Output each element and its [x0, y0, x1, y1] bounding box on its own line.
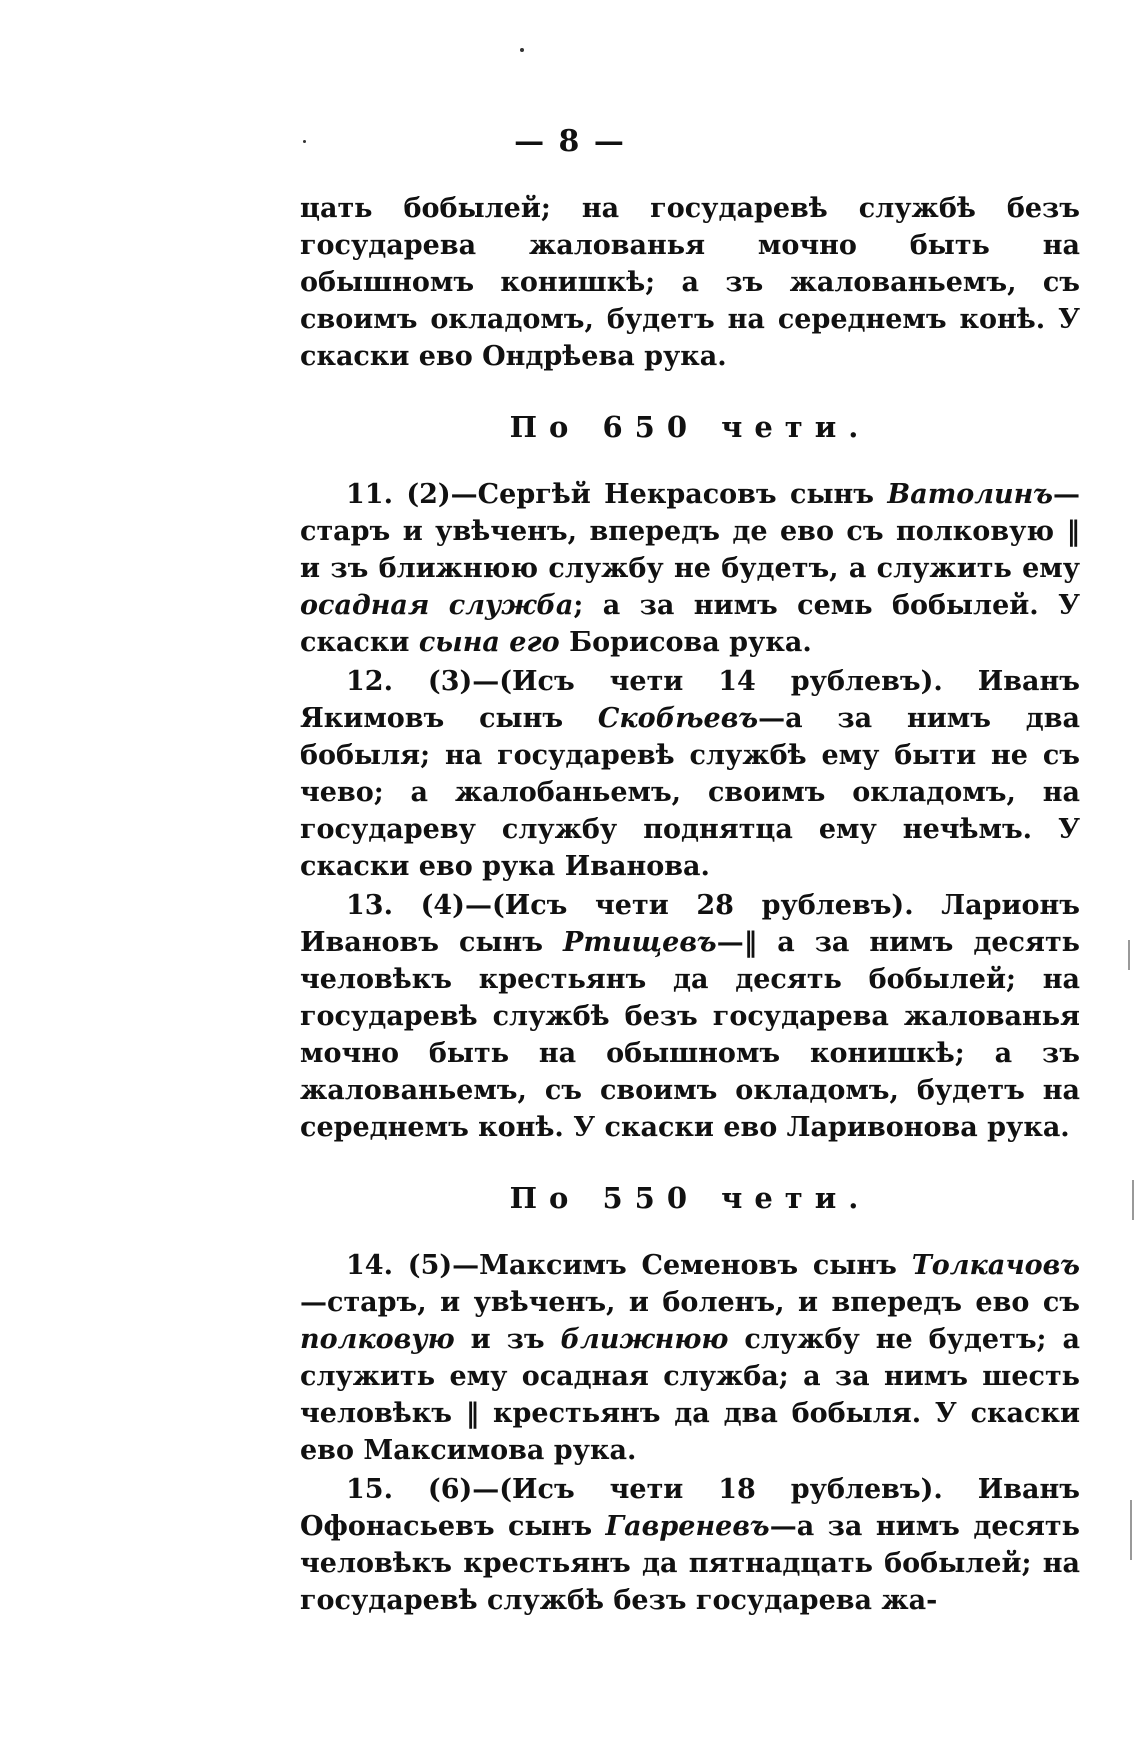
text-column [300, 190, 1080, 1621]
surname: Гавреневъ [605, 1511, 770, 1542]
print-speck [520, 48, 524, 52]
entry-14: 14. (5)—Максимъ Семеновъ сынъ Толкачовъ—старъ, и увѣченъ, и боленъ, и впередъ ево съ полковую и зъ ближнюю службу не будетъ; а служить ему осадная служба; а за нимъ шесть человѣкъ ‖ крестьянъ да два бобыля. У скаски ево Максимова рука. [300, 1250, 1080, 1466]
entry-12: 12. (3)—(Исъ чети 14 рублевъ). Иванъ Якимовъ сынъ Скобѣевъ—а за нимъ два бобыля; на государевѣ службѣ ему быти не съ чево; а жалобаньемъ, своимъ окладомъ, на государеву службу поднятца ему нечѣмъ. У скаски ево рука Иванова. [300, 666, 1080, 882]
entry-15: 15. (6)—(Исъ чети 18 рублевъ). Иванъ Офонасьевъ сынъ Гавреневъ—а за нимъ десять человѣкъ крестьянъ да пятнадцать бобылей; на государевѣ службѣ безъ государева жа- [300, 1474, 1080, 1616]
entry-11: 11. (2)—Сергѣй Некрасовъ сынъ Ватолинъ—старъ и увѣченъ, впередъ де ево съ полковую ‖ и зъ ближнюю службу не будетъ, а служить ему осадная служба; а за нимъ семь бобылей. У скаски сына его Борисова рука. [300, 479, 1080, 658]
scan-edge-mark [1130, 1500, 1132, 1560]
surname: Скобѣевъ [597, 703, 759, 734]
page-number: — 8 — [514, 124, 626, 159]
intro-paragraph: цать бобылей; на государевѣ службѣ безъ государева жалованья мочно быть на обышномъ конишкѣ; а зъ жалованьемъ, съ своимъ окладомъ, будетъ на середнемъ конѣ. У скаски ево Ондрѣева рука. [300, 193, 1080, 372]
section-heading-550: По 550 чети. [509, 1181, 871, 1215]
scan-edge-mark [1128, 940, 1130, 970]
section-heading-650: По 650 чети. [509, 410, 871, 444]
surname: Ртищевъ [563, 927, 717, 958]
scan-edge-mark [1132, 1180, 1134, 1220]
surname: Ватолинъ [887, 479, 1053, 510]
surname: Толкачовъ [911, 1250, 1080, 1281]
entry-13: 13. (4)—(Исъ чети 28 рублевъ). Ларионъ Ивановъ сынъ Ртищевъ—‖ а за нимъ десять человѣкъ крестьянъ да десять бобылей; на государевѣ службѣ безъ государева жалованья мочно быть на обышномъ конишкѣ; а зъ жалованьемъ, съ своимъ окладомъ, будетъ на середнемъ конѣ. У скаски ево Ларивонова рука. [300, 890, 1081, 1143]
